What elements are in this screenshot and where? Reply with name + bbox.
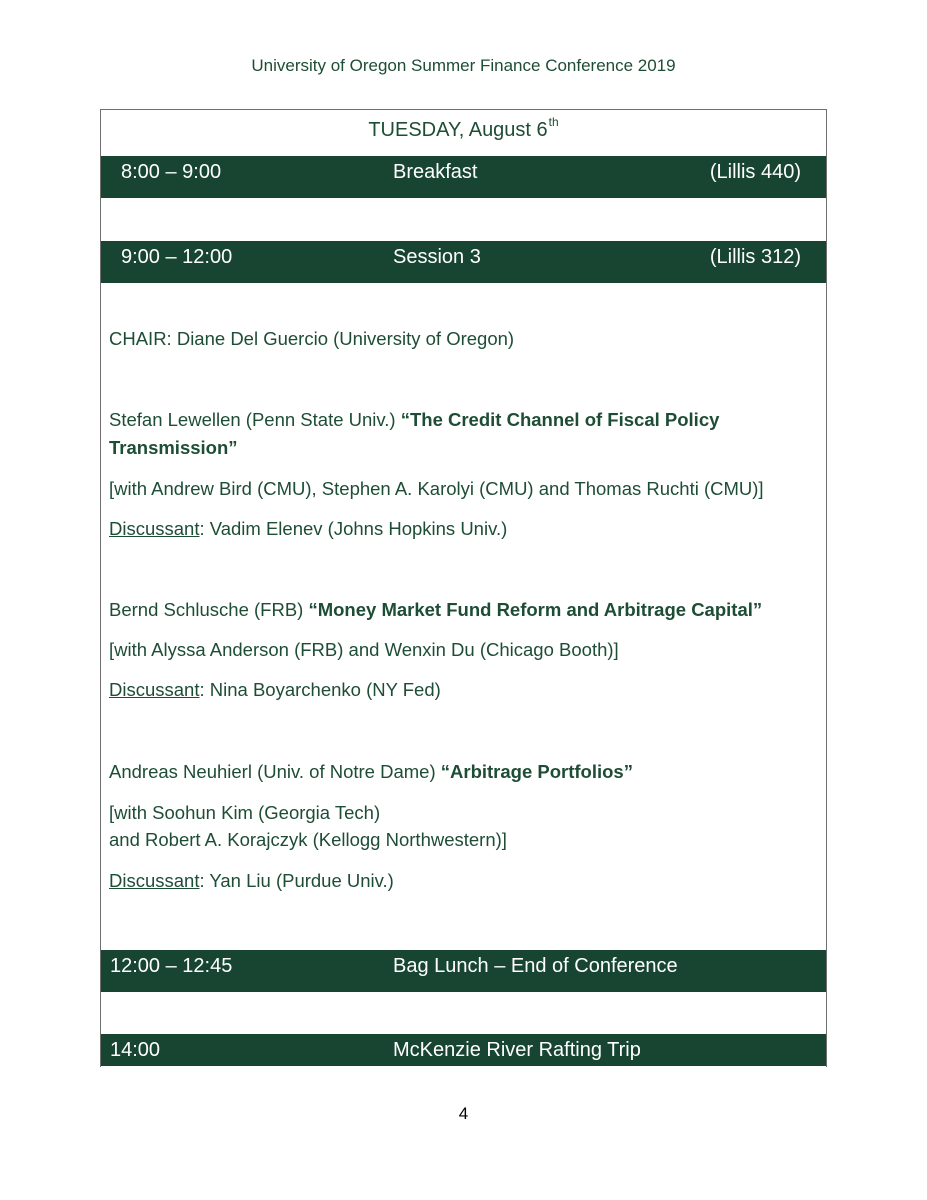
row-time: 9:00 – 12:00 bbox=[121, 246, 233, 268]
paper-2-discussant bbox=[109, 679, 441, 701]
discussant-label: Discussant bbox=[109, 518, 200, 539]
running-header: University of Oregon Summer Finance Conference 2019 bbox=[251, 56, 676, 75]
paper-title: “Arbitrage Portfolios” bbox=[440, 761, 633, 782]
paper-title: “Money Market Fund Reform and Arbitrage Capital” bbox=[308, 599, 763, 620]
discussant-name: : Nina Boyarchenko (NY Fed) bbox=[199, 679, 441, 700]
schedule-row-rafting bbox=[101, 1034, 826, 1066]
paper-1-heading bbox=[109, 409, 719, 431]
day-title-text: TUESDAY, August 6 bbox=[368, 119, 548, 141]
paper-1-discussant bbox=[109, 518, 507, 540]
row-event: McKenzie River Rafting Trip bbox=[393, 1039, 641, 1061]
paper-presenter: Bernd Schlusche (FRB) bbox=[109, 599, 309, 620]
paper-2-coauthors: [with Alyssa Anderson (FRB) and Wenxin Du (Chicago Booth)] bbox=[109, 639, 619, 660]
row-spacer bbox=[101, 992, 826, 1034]
row-spacer bbox=[101, 198, 826, 241]
session-details bbox=[101, 283, 826, 950]
row-time: 8:00 – 9:00 bbox=[121, 161, 222, 183]
session-chair: CHAIR: Diane Del Guercio (University of Oregon) bbox=[109, 328, 515, 349]
day-title bbox=[101, 110, 826, 156]
discussant-name: : Yan Liu (Purdue Univ.) bbox=[199, 870, 394, 891]
row-event: Session 3 bbox=[393, 246, 481, 268]
row-time: 14:00 bbox=[110, 1039, 161, 1061]
row-time: 12:00 – 12:45 bbox=[110, 955, 233, 977]
paper-1-coauthors: [with Andrew Bird (CMU), Stephen A. Karolyi (CMU) and Thomas Ruchti (CMU)] bbox=[109, 478, 764, 499]
row-room: (Lillis 440) bbox=[709, 161, 801, 183]
discussant-label: Discussant bbox=[109, 870, 200, 891]
paper-title-cont: Transmission” bbox=[109, 437, 238, 458]
paper-title: “The Credit Channel of Fiscal Policy bbox=[400, 409, 720, 430]
schedule-row-session-3 bbox=[101, 241, 826, 283]
schedule-table bbox=[100, 109, 827, 1067]
row-event: Bag Lunch – End of Conference bbox=[393, 955, 678, 977]
paper-presenter: Stefan Lewellen (Penn State Univ.) bbox=[109, 409, 401, 430]
schedule-row-breakfast bbox=[101, 156, 826, 198]
row-event: Breakfast bbox=[393, 161, 478, 183]
discussant-name: : Vadim Elenev (Johns Hopkins Univ.) bbox=[199, 518, 508, 539]
paper-3-heading bbox=[109, 761, 633, 783]
paper-1-title-cont bbox=[109, 437, 238, 459]
paper-2-heading bbox=[109, 599, 762, 621]
discussant-label: Discussant bbox=[109, 679, 200, 700]
day-title-suffix: th bbox=[548, 115, 559, 129]
paper-3-discussant bbox=[109, 870, 394, 892]
row-room: (Lillis 312) bbox=[709, 246, 801, 268]
paper-3-coauthors: [with Soohun Kim (Georgia Tech) bbox=[109, 802, 381, 823]
paper-3-coauthors-cont: and Robert A. Korajczyk (Kellogg Northwestern)] bbox=[109, 829, 507, 850]
schedule-row-lunch bbox=[101, 950, 826, 992]
page-number: 4 bbox=[458, 1104, 469, 1123]
paper-presenter: Andreas Neuhierl (Univ. of Notre Dame) bbox=[109, 761, 441, 782]
